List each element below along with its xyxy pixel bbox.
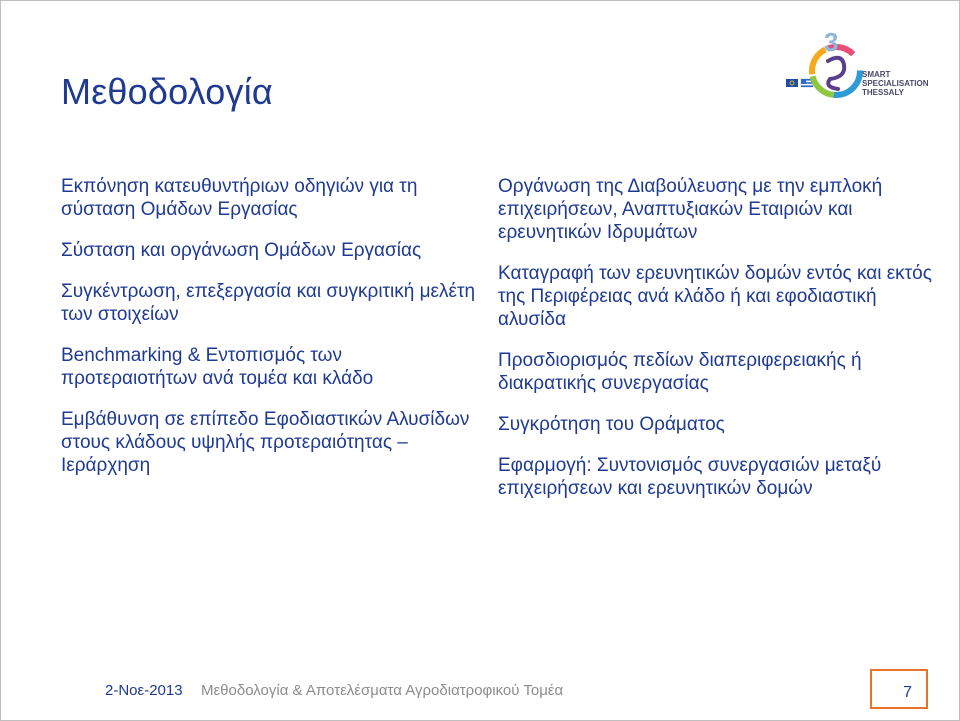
page-number-label: 7 — [903, 684, 912, 701]
smart-specialisation-logo — [776, 31, 946, 111]
right-column — [498, 175, 938, 518]
right-item: Καταγραφή των ερευνητικών δομών εντός και εκτός της Περιφέρειας ανά κλάδο ή και εφοδιαστική αλυσίδα — [498, 263, 932, 330]
right-item: Συγκρότηση του Οράματος — [498, 414, 725, 435]
left-item: Εκπόνηση κατευθυντήριων οδηγιών για τη σύσταση Ομάδων Εργασίας — [61, 176, 418, 220]
slide-footer — [1, 669, 959, 719]
eu-flag-icon — [786, 79, 798, 87]
left-item: Benchmarking & Εντοπισμός των προτεραιοτήτων ανά τομέα και κλάδο — [61, 345, 374, 389]
footer-title: Μεθοδολογία & Αποτελέσματα Αγροδιατροφικού Τομέα — [201, 682, 564, 699]
left-item: Σύσταση και οργάνωση Ομάδων Εργασίας — [61, 240, 422, 261]
logo-graphic — [776, 31, 946, 111]
right-item: Προσδιορισμός πεδίων διαπεριφερειακής ή διακρατικής συνεργασίας — [498, 350, 862, 394]
logo-line-1: SMART — [862, 70, 891, 79]
page-number — [870, 669, 928, 709]
logo-line-2: SPECIALISATION — [862, 79, 929, 88]
slide-title: Μεθοδολογία — [61, 71, 273, 112]
right-item: Εφαρμογή: Συντονισμός συνεργασιών μεταξύ επιχειρήσεων και ερευνητικών δομών — [498, 455, 882, 499]
left-item: Εμβάθυνση σε επίπεδο Εφοδιαστικών Αλυσίδων στους κλάδους υψηλής προτεραιότητας – Ιεράρχηση — [61, 409, 470, 476]
right-item: Οργάνωση της Διαβούλευσης με την εμπλοκή επιχειρήσεων, Αναπτυξιακών Εταιριών και ερευνητικών Ιδρυμάτων — [498, 176, 883, 243]
logo-number: 3 — [824, 31, 839, 57]
logo-line-3: THESSALY — [862, 88, 904, 97]
footer-date: 2-Νοε-2013 — [105, 682, 183, 699]
left-item: Συγκέντρωση, επεξεργασία και συγκριτική μελέτη των στοιχείων — [61, 281, 476, 325]
left-column — [61, 175, 481, 495]
